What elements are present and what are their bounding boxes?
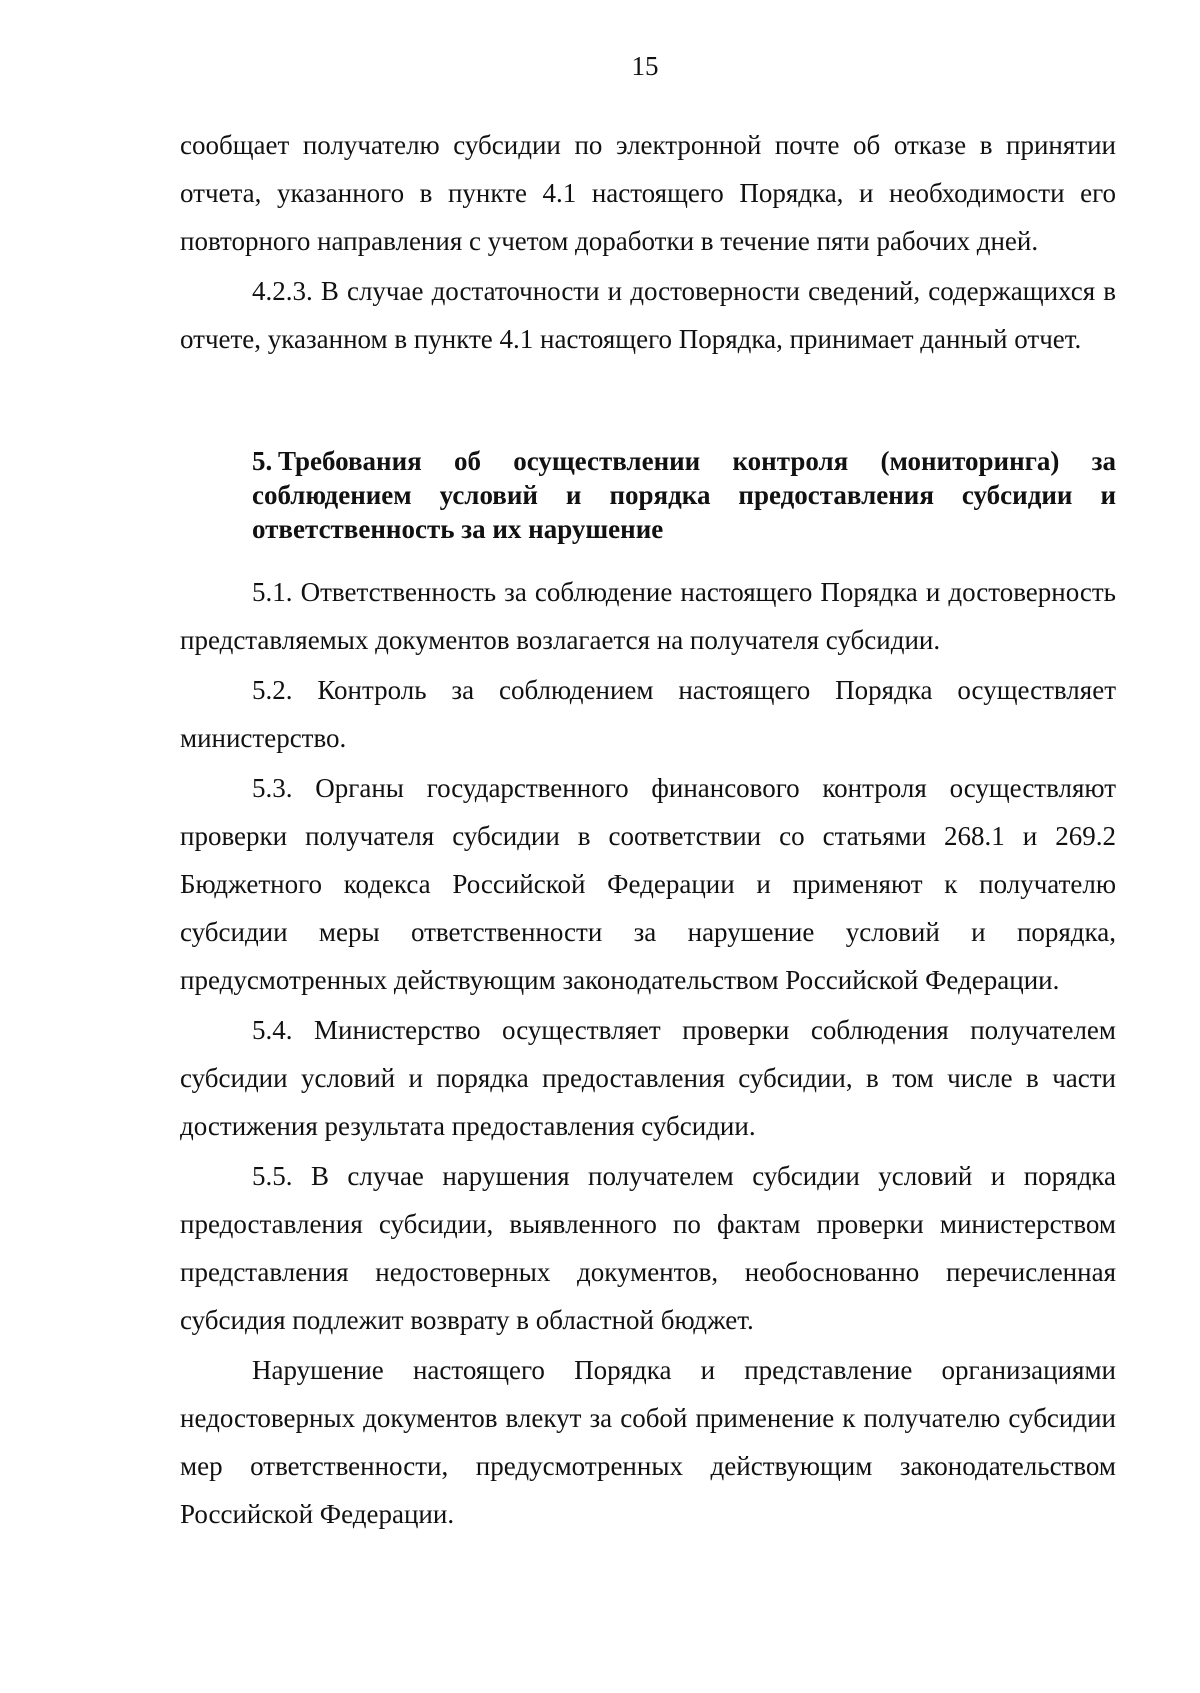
paragraph-final: Нарушение настоящего Порядка и представление организациями недостоверных документов влекут за собой применение к получателю субсидии мер ответственности, предусмотренных действующим законодательством Российской Федерации. (180, 1355, 1116, 1529)
page-number: 15 (631, 51, 659, 81)
section-5-heading-text: Требования об осуществлении контроля (мониторинга) за соблюдением условий и порядка предоставления субсидии и ответственность за их нарушение (252, 446, 1116, 544)
section-5-heading-number: 5. (252, 446, 273, 476)
paragraph-5-3: 5.3. Органы государственного финансового контроля осуществляют проверки получателя субсидии в соответствии со статьями 268.1 и 269.2 Бюджетного кодекса Российской Федерации и применяют к получателю субсидии меры ответственности за нарушение условий и порядка, предусмотренных действующим законодательством Российской Федерации. (180, 773, 1116, 995)
section-4-continuation (180, 121, 1116, 365)
section-5-body (180, 568, 1116, 1540)
paragraph-5-1: 5.1. Ответственность за соблюдение настоящего Порядка и достоверность представляемых документов возлагается на получателя субсидии. (180, 577, 1116, 655)
section-5-heading (252, 444, 1116, 546)
paragraph-5-2: 5.2. Контроль за соблюдением настоящего Порядка осуществляет министерство. (180, 675, 1116, 753)
paragraph-4-2-3: 4.2.3. В случае достаточности и достоверности сведений, содержащихся в отчете, указанном в пункте 4.1 настоящего Порядка, принимает данный отчет. (180, 276, 1116, 354)
paragraph-4-2-2-end: сообщает получателю субсидии по электронной почте об отказе в принятии отчета, указанного в пункте 4.1 настоящего Порядка, и необходимости его повторного направления с учетом доработки в течение пяти рабочих дней. (180, 130, 1116, 256)
paragraph-5-4: 5.4. Министерство осуществляет проверки соблюдения получателем субсидии условий и порядка предоставления субсидии, в том числе в части достижения результата предоставления субсидии. (180, 1015, 1116, 1141)
paragraph-5-5: 5.5. В случае нарушения получателем субсидии условий и порядка предоставления субсидии, выявленного по фактам проверки министерством представления недостоверных документов, необоснованно перечисленная субсидия подлежит возврату в областной бюджет. (180, 1161, 1116, 1335)
